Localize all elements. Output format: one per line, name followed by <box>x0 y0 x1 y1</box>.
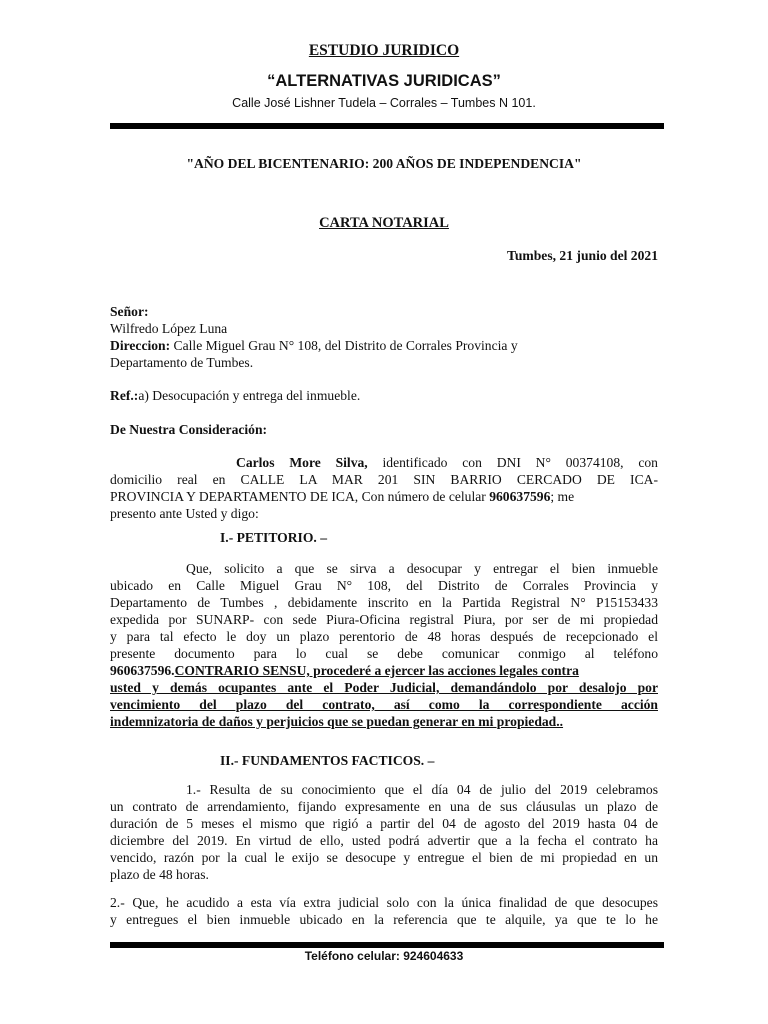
facts-p2-line-1: 2.- Que, he acudido a esta vía extra judicial solo con la única finalidad de que desocupes <box>110 895 658 910</box>
intro-line-1 <box>236 455 658 471</box>
address-line-1: Calle Miguel Grau N° 108, del Distrito de Corrales Provincia y <box>170 338 518 353</box>
document-title: CARTA NOTARIAL <box>319 215 449 231</box>
year-motto: "AÑO DEL BICENTENARIO: 200 AÑOS DE INDEPENDENCIA" <box>186 156 582 171</box>
facts-p1-line-4: diciembre del 2019. En virtud de ello, usted podrá advertir que a la fecha el contrato ha <box>110 833 658 848</box>
sender-phone: 960637596 <box>489 489 551 504</box>
petitorio-phone: 960637596. <box>110 663 175 678</box>
date-line: Tumbes, 21 junio del 2021 <box>507 248 658 263</box>
intro-line-4: presento ante Usted y digo: <box>110 506 259 521</box>
header-rule <box>110 123 664 129</box>
petitorio-line-5: y para tal efecto le doy un plazo perentorio de 48 horas después de recepcionado el <box>110 629 658 644</box>
address-label: Direccion: <box>110 338 171 353</box>
section-2-heading: II.- FUNDAMENTOS FACTICOS. – <box>220 753 435 768</box>
firm-address: Calle José Lishner Tudela – Corrales – Tumbes N 101. <box>232 96 536 110</box>
petitorio-line-6: presente documento para lo cual se debe comunicar conmigo al teléfono <box>110 646 658 661</box>
facts-p1-line-6: plazo de 48 horas. <box>110 867 209 882</box>
reference-text: a) Desocupación y entrega del inmueble. <box>138 388 361 403</box>
facts-p1-line-1: 1.- Resulta de su conocimiento que el día 04 de julio del 2019 celebramos <box>186 782 658 797</box>
facts-p1-line-3: duración de 5 meses el mismo que rigió a partir del 04 de agosto del 2019 hasta 04 de <box>110 816 658 831</box>
section-1-heading: I.- PETITORIO. – <box>220 530 328 545</box>
recipient-name: Wilfredo López Luna <box>110 321 228 336</box>
intro-line-1-rest: identificado con DNI N° 00374108, con <box>367 455 658 470</box>
facts-p1-line-2: un contrato de arrendamiento, fijando expresamente en una de sus cláusulas un plazo de <box>110 799 658 814</box>
intro-line-3-text: PROVINCIA Y DEPARTAMENTO DE ICA, Con número de celular <box>110 489 490 504</box>
warning-line-4: indemnizatoria de daños y perjuicios que se puedan generar en mi propiedad.. <box>110 714 564 729</box>
intro-line-3 <box>110 489 574 505</box>
intro-line-2: domicilio real en CALLE LA MAR 201 SIN BARRIO CERCADO DE ICA- <box>110 472 658 487</box>
recipient-address <box>110 338 518 354</box>
petitorio-line-1: Que, solicito a que se sirva a desocupar y entregar el bien inmueble <box>186 561 658 576</box>
facts-p1-line-5: vencido, razón por la cual le exijo se desocupe y entregue el bien de mi propiedad en un <box>110 850 658 865</box>
petitorio-line-4: expedida por SUNARP- con sede Piura-Oficina registral Piura, por ser de mi propiedad <box>110 612 658 627</box>
warning-line-3: vencimiento del plazo del contrato, así como la correspondiente acción <box>110 697 658 712</box>
address-line-2: Departamento de Tumbes. <box>110 355 254 370</box>
sender-name: Carlos More Silva, <box>236 455 368 470</box>
footer-rule <box>110 942 664 948</box>
petitorio-line-3: Departamento de Tumbes , debidamente inscrito en la Partida Registral N° P15153433 <box>110 595 658 610</box>
firm-name: “ALTERNATIVAS JURIDICAS” <box>267 72 501 90</box>
salutation: Señor: <box>110 304 149 319</box>
petitorio-line-7 <box>110 663 658 679</box>
footer-phone: Teléfono celular: 924604633 <box>304 949 464 963</box>
greeting: De Nuestra Consideración: <box>110 422 268 437</box>
firm-title: ESTUDIO JURIDICO <box>308 42 460 59</box>
reference <box>110 388 360 404</box>
reference-label: Ref.: <box>110 388 139 403</box>
warning-line-1: CONTRARIO SENSU, procederé a ejercer las acciones legales contra <box>174 663 579 678</box>
warning-line-2: usted y demás ocupantes ante el Poder Judicial, demandándolo por desalojo por <box>110 680 658 695</box>
facts-p2-line-2: y entregues el bien inmueble ubicado en la referencia que te alquile, ya que te lo he <box>110 912 658 927</box>
petitorio-line-2: ubicado en Calle Miguel Grau N° 108, del Distrito de Corrales Provincia y <box>110 578 658 593</box>
intro-line-3-end: ; me <box>550 489 575 504</box>
